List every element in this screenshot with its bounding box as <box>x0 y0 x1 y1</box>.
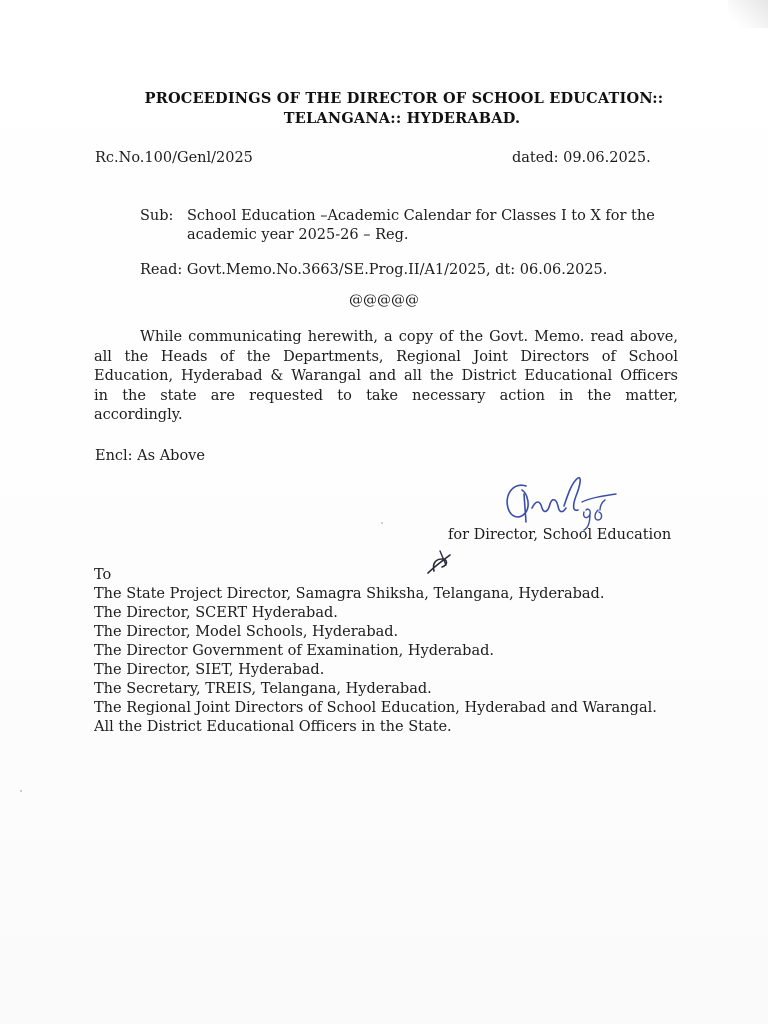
scan-corner-shadow <box>728 0 768 28</box>
signatory-designation: for Director, School Education <box>448 527 672 543</box>
subject-label: Sub: <box>140 208 174 224</box>
reference-number: Rc.No.100/Genl/2025 <box>95 150 253 166</box>
body-line: accordingly. <box>94 407 183 424</box>
recipient-line: The State Project Director, Samagra Shiksha, Telangana, Hyderabad. <box>94 586 605 602</box>
recipient-line: The Director, SCERT Hyderabad. <box>94 605 338 621</box>
read-reference: Read: Govt.Memo.No.3663/SE.Prog.II/A1/2025, dt: 06.06.2025. <box>140 262 608 278</box>
document-heading-line2: TELANGANA:: HYDERABAD. <box>283 110 521 127</box>
scan-speck <box>381 522 383 524</box>
addressee-label: To <box>94 567 112 583</box>
body-line: in the state are requested to take necessary action in the matter, <box>94 387 678 404</box>
recipient-line: The Director, SIET, Hyderabad. <box>94 662 325 678</box>
scan-speck <box>20 790 22 792</box>
body-paragraph <box>94 328 678 426</box>
handwritten-signature <box>498 472 628 532</box>
handwritten-initial <box>424 545 458 577</box>
document-heading-line1: PROCEEDINGS OF THE DIRECTOR OF SCHOOL EDUCATION:: <box>144 90 664 107</box>
recipient-line: The Director, Model Schools, Hyderabad. <box>94 624 399 640</box>
body-line: While communicating herewith, a copy of the Govt. Memo. read above, <box>140 329 678 345</box>
subject-text-line2: academic year 2025-26 – Reg. <box>187 227 409 243</box>
subject-text-line1: School Education –Academic Calendar for Classes I to X for the <box>187 208 655 224</box>
recipient-line: All the District Educational Officers in the State. <box>94 719 452 735</box>
body-line: all the Heads of the Departments, Regional Joint Directors of School <box>94 348 678 365</box>
body-line: Education, Hyderabad & Warangal and all the District Educational Officers <box>94 368 678 385</box>
recipient-line: The Director Government of Examination, Hyderabad. <box>94 643 494 659</box>
enclosure-note: Encl: As Above <box>95 448 205 464</box>
recipient-line: The Regional Joint Directors of School Education, Hyderabad and Warangal. <box>94 700 657 716</box>
recipient-line: The Secretary, TREIS, Telangana, Hyderabad. <box>94 681 432 697</box>
reference-date: dated: 09.06.2025. <box>512 150 651 166</box>
separator-symbols: @@@@@ <box>349 292 419 308</box>
